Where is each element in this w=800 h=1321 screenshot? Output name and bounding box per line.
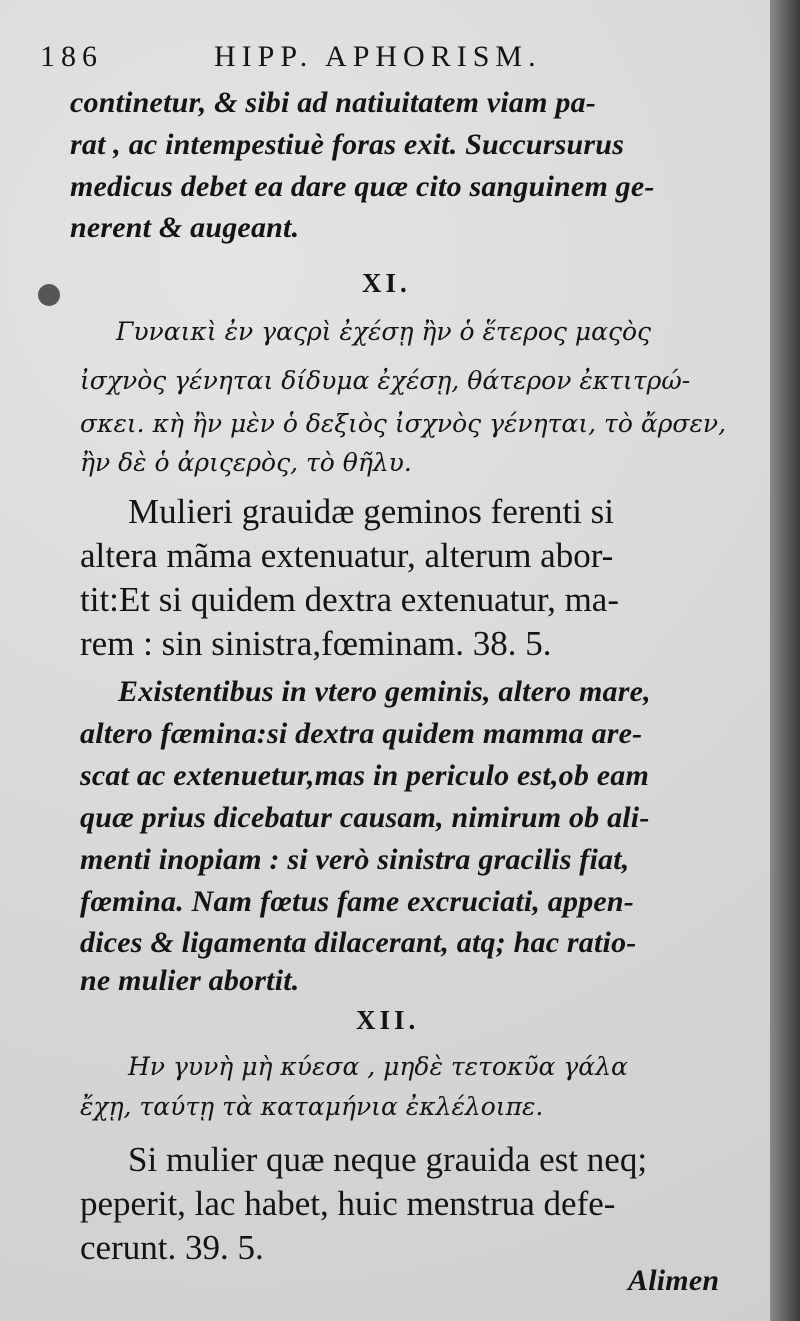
- intro-line-3: medicus debet ea dare quæ cito sanguinem ge-: [70, 170, 655, 203]
- greek-line-3: σκει. κὴ ἢν μὲν ὁ δεξιὸς ἰσχνὸς γένηται, τὸ ἄρσεν,: [80, 409, 727, 438]
- commentary-line-7: dices & ligamenta dilacerant, atq; hac ratio-: [80, 926, 637, 959]
- latin-line-5: Si mulier quæ neque grauida est neq;: [128, 1140, 648, 1179]
- latin-line-1: Mulieri grauidæ geminos ferenti si: [128, 492, 615, 531]
- intro-line-4: nerent & augeant.: [70, 211, 300, 244]
- page-number: 186: [40, 40, 103, 73]
- ink-blot: [38, 284, 60, 306]
- intro-line-2: rat , ac intempestiuè foras exit. Succursurus: [70, 128, 625, 161]
- commentary-line-1: Existentibus in vtero geminis, altero mare,: [118, 675, 651, 708]
- commentary-line-2: altero fæmina:si dextra quidem mamma are-: [80, 717, 643, 750]
- commentary-line-3: scat ac extenuetur,mas in periculo est,ob eam: [80, 759, 649, 792]
- catchword: Alimen: [628, 1264, 720, 1297]
- greek-line-4: ἢν δὲ ὁ ἀριςερὸς, τὸ θῆλυ.: [80, 448, 412, 477]
- section-number-xii: XII.: [356, 1005, 420, 1035]
- greek-line-6: ἔχῃ, ταύτῃ τὰ καταμήνια ἐκλέλοιπε.: [80, 1092, 544, 1121]
- latin-line-7: cerunt. 39. 5.: [80, 1228, 264, 1267]
- greek-line-2: ἰσχνὸς γένηται δίδυμα ἐχέσῃ, θάτερον ἐκτιτρώ-: [80, 366, 691, 395]
- greek-line-1: Γυναικὶ ἐν γαςρὶ ἐχέσῃ ἢν ὁ ἕτερος μαςὸς: [116, 317, 652, 346]
- intro-line-1: continetur, & sibi ad natiuitatem viam pa-: [70, 86, 596, 119]
- latin-line-2: altera mãma extenuatur, alterum abor-: [80, 536, 614, 575]
- commentary-line-4: quæ prius dicebatur causam, nimirum ob ali-: [80, 801, 650, 834]
- page-edge-shadow: [770, 0, 800, 1321]
- running-title: HIPP. APHORISM.: [214, 40, 542, 73]
- commentary-line-6: fœmina. Nam fœtus fame excruciati, appen-: [80, 885, 635, 918]
- latin-line-3: tit:Et si quidem dextra extenuatur, ma-: [80, 580, 619, 619]
- latin-line-4: rem : sin sinistra,fœminam. 38. 5.: [80, 624, 552, 663]
- section-number-xi: XI.: [362, 268, 411, 298]
- greek-line-5: Ην γυνὴ μὴ κύεσα , μηδὲ τετοκῦα γάλα: [128, 1052, 628, 1081]
- latin-line-6: peperit, lac habet, huic menstrua defe-: [80, 1184, 616, 1223]
- commentary-line-5: menti inopiam : si verò sinistra gracilis fiat,: [80, 843, 630, 876]
- commentary-line-8: ne mulier abortit.: [80, 964, 300, 997]
